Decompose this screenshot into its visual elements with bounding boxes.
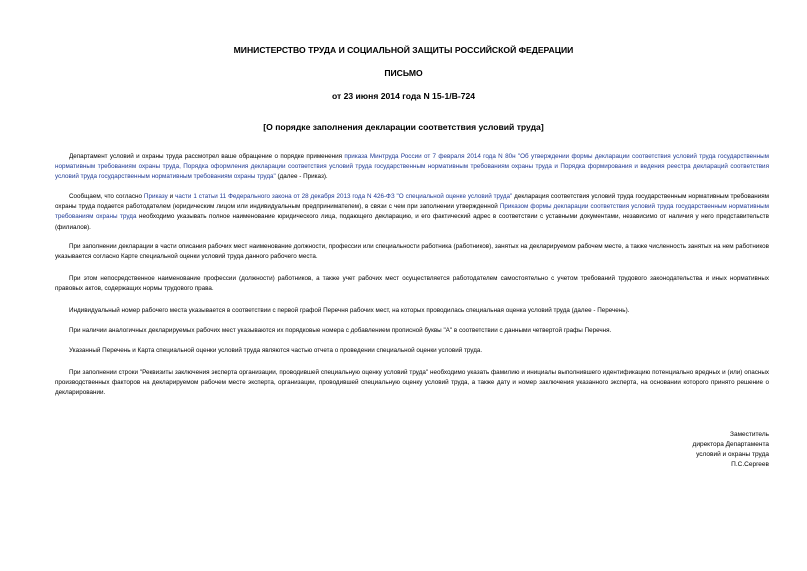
ministry-title: МИНИСТЕРСТВО ТРУДА И СОЦИАЛЬНОЙ ЗАЩИТЫ РОССИЙСКОЙ ФЕДЕРАЦИИ [233, 45, 574, 55]
signature-name: П.С.Сергеев [731, 461, 769, 468]
paragraph-1-text-a: Департамент условий и охраны труда рассмотрел ваше обращение о порядке применения [69, 153, 345, 160]
paragraph-2-text-d: необходимо указывать полное наименование юридического лица, подающего декларацию, и его фактический адрес в соответствии с уставными документами, независимо от наличия у него представительств (филиалов). [55, 213, 770, 231]
signature-position: Заместитель [730, 431, 769, 438]
federal-law-426-link[interactable]: части 1 статьи 11 Федерального закона от 28 декабря 2013 года N 426-ФЗ "О специальной оценке условий труда" [175, 193, 513, 200]
document-subject: [О порядке заполнения декларации соответствия условий труда] [263, 122, 544, 132]
document-type: ПИСЬМО [384, 68, 423, 78]
paragraph-2 [55, 192, 769, 233]
paragraph-2-text-a: Сообщаем, что согласно [69, 193, 144, 200]
paragraph-2-text-b: и [167, 193, 176, 200]
paragraph-8: При заполнении строки "Реквизиты заключения эксперта организации, проводившей специальную оценку условий труда" необходимо указать фамилию и инициалы выполнившего идентификацию потенциально вредных и (или) опасных производственных факторов на декларируемом рабочем месте эксперта, организации, проводившей специальную оценку условий труда, а также дату и номер заключения указанного эксперта, на основании которого принято решение о декларировании. [55, 369, 769, 397]
order-link[interactable]: Приказу [143, 193, 168, 200]
signature-department: директора Департамента [692, 441, 769, 448]
paragraph-5: Индивидуальный номер рабочего места указывается в соответствии с первой графой Перечня рабочих мест, на которых проводилась специальная оценка условий труда (далее - Перечень). [69, 307, 630, 314]
order-80n-link[interactable]: приказа Минтруда России от 7 февраля 2014 года N 80н "Об утверждении формы декларации соответствия условий труда государственным нормативным требованиям охраны труда, Порядка оформления декларации соответствия условий труда государственным нормативным требованиям охраны труда и Порядка формирования и ведения реестра деклараций соответствия условий труда государственным нормативным требованиям охраны труда" [55, 153, 769, 181]
paragraph-7: Указанный Перечень и Карта специальной оценки условий труда являются частью отчета о проведении специальной оценки условий труда. [69, 347, 483, 354]
paragraph-6: При наличии аналогичных декларируемых рабочих мест указываются их порядковые номера с добавлением прописной буквы "А" в соответствии с данными четвертой графы Перечня. [69, 327, 612, 334]
document-date-number: от 23 июня 2014 года N 15-1/В-724 [331, 91, 476, 101]
declaration-form-link[interactable]: Приказом формы декларации соответствия условий труда государственным нормативным требованиям охраны труда [55, 203, 769, 221]
paragraph-1 [55, 152, 769, 183]
paragraph-2-text-c: декларация соответствия условий труда государственным нормативным требованиям охраны труда подается работодателем (юридическим лицом или индивидуальным предпринимателем), в связи с чем при заполнении утвержденной [55, 193, 769, 211]
paragraph-4: При этом непосредственное наименование профессии (должности) работников, а также учет рабочих мест осуществляется работодателем самостоятельно с учетом требований трудового законодательства и иных нормативных правовых актов, содержащих нормы трудового права. [55, 275, 769, 293]
paragraph-3: При заполнении декларации в части описания рабочих мест наименование должности, профессии или специальности работника (работников), занятых на декларируемом рабочем месте, а также численность занятых на нем работников указывается согласно Карте специальной оценки условий труда данного рабочего места. [55, 243, 769, 261]
paragraph-1-text-b: (далее - Приказ). [275, 173, 328, 181]
signature-department-name: условий и охраны труда [696, 451, 769, 458]
